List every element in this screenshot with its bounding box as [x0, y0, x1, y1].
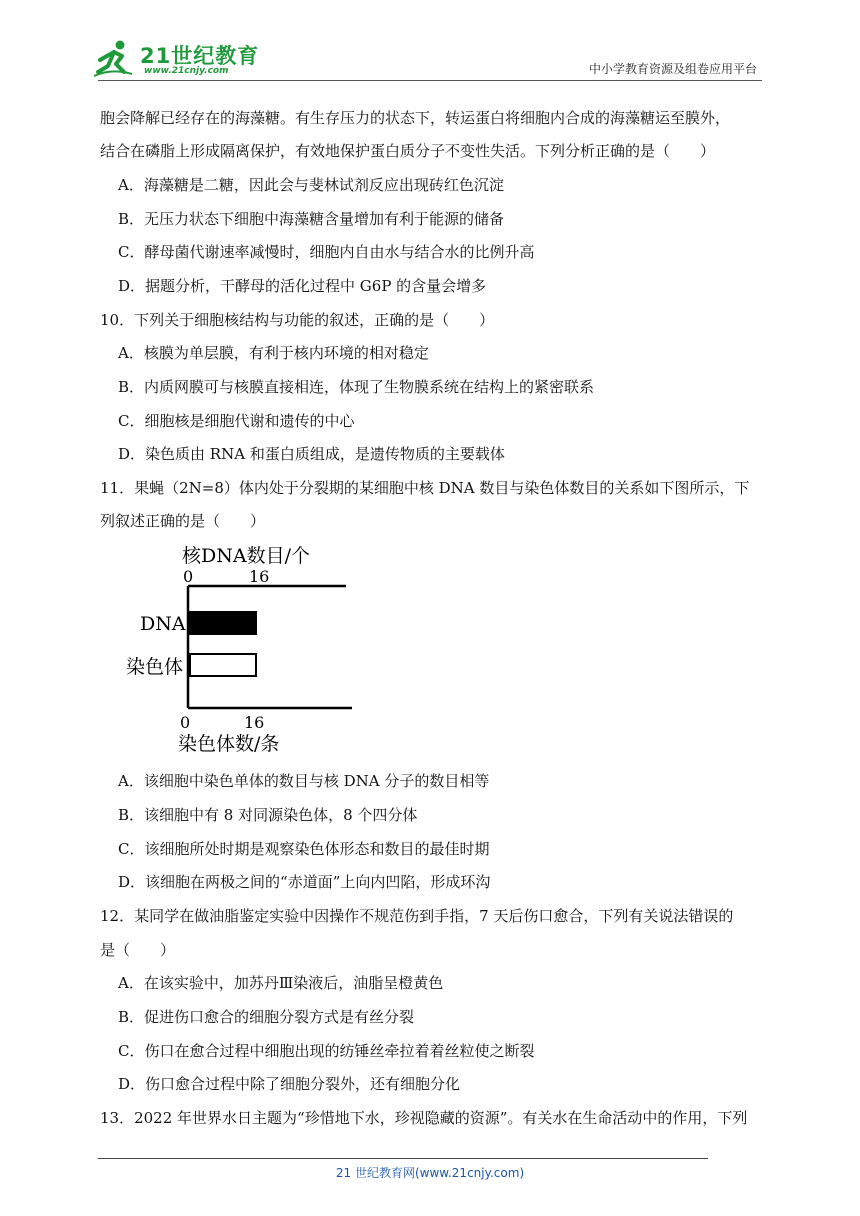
q12-text-line-1: 12．某同学在做油脂鉴定实验中因操作不规范伤到手指，7 天后伤口愈合，下列有关说法错误的	[100, 907, 734, 925]
footer-divider	[98, 1158, 708, 1159]
q12-option-a: A．在该实验中，加苏丹Ⅲ染液后，油脂呈橙黄色	[118, 974, 444, 992]
header-divider	[98, 80, 762, 81]
site-logo[interactable]	[92, 38, 262, 80]
q9-option-c: C．酵母菌代谢速率减慢时，细胞内自由水与结合水的比例升高	[118, 243, 535, 261]
q10-option-d: D．染色质由 RNA 和蛋白质组成，是遗传物质的主要载体	[118, 445, 505, 463]
q10-option-c: C．细胞核是细胞代谢和遗传的中心	[118, 412, 355, 430]
chart-bar-dna	[190, 612, 256, 634]
chart-top-tick-0: 0	[183, 567, 194, 586]
q12-text-line-2: 是（ ）	[100, 941, 176, 959]
q11-option-b: B．该细胞中有 8 对同源染色体，8 个四分体	[118, 806, 418, 824]
q9-option-b: B．无压力状态下细胞中海藻糖含量增加有利于能源的储备	[118, 210, 505, 228]
dna-chromosome-chart	[120, 540, 360, 760]
q11-text-line-1: 11．果蝇（2N=8）体内处于分裂期的某细胞中核 DNA 数目与染色体数目的关系如下图所示，下	[100, 479, 750, 497]
chart-bottom-tick-16: 16	[244, 713, 265, 732]
chart-svg	[120, 540, 360, 760]
running-figure-icon	[92, 38, 134, 80]
q11-text-line-2: 列叙述正确的是（ ）	[100, 512, 266, 530]
chart-bottom-axis-label: 染色体数/条	[178, 733, 280, 755]
q9-option-a: A．海藻糖是二糖，因此会与斐林试剂反应出现砖红色沉淀	[118, 176, 504, 194]
page-header	[0, 0, 860, 90]
logo-url: www.21cnjy.com	[144, 66, 229, 76]
q10-option-b: B．内质网膜可与核膜直接相连，体现了生物膜系统在结构上的紧密联系	[118, 378, 595, 396]
logo-text: 21世纪教育	[140, 44, 260, 68]
chart-top-tick-16: 16	[249, 567, 270, 586]
chart-category-chromosome: 染色体	[126, 656, 184, 678]
q9-text-line-2: 结合在磷脂上形成隔离保护，有效地保护蛋白质分子不变性失活。下列分析正确的是（ ）	[100, 142, 716, 160]
q11-option-d: D．该细胞在两极之间的“赤道面”上向内凹陷，形成环沟	[118, 873, 491, 891]
q10-option-a: A．核膜为单层膜，有利于核内环境的相对稳定	[118, 344, 429, 362]
q11-option-c: C．该细胞所处时期是观察染色体形态和数目的最佳时期	[118, 840, 490, 858]
q9-option-d: D．据题分析，干酵母的活化过程中 G6P 的含量会增多	[118, 277, 487, 295]
q12-option-c: C．伤口在愈合过程中细胞出现的纺锤丝牵拉着着丝粒使之断裂	[118, 1042, 535, 1060]
q9-text-line-1: 胞会降解已经存在的海藻糖。有生存压力的状态下，转运蛋白将细胞内合成的海藻糖运至膜外，	[100, 109, 731, 127]
chart-bottom-tick-0: 0	[180, 713, 191, 732]
q13-text-line-1: 13．2022 年世界水日主题为“珍惜地下水，珍视隐藏的资源”。有关水在生命活动中的作用，下列	[100, 1109, 748, 1127]
chart-top-axis-label: 核DNA数目/个	[182, 545, 310, 567]
q10-stem: 10．下列关于细胞核结构与功能的叙述，正确的是（ ）	[100, 311, 495, 329]
q12-option-d: D．伤口愈合过程中除了细胞分裂外，还有细胞分化	[118, 1075, 461, 1093]
chart-category-dna: DNA	[140, 613, 186, 635]
chart-bar-chromosome	[190, 654, 256, 676]
q11-option-a: A．该细胞中染色单体的数目与核 DNA 分子的数目相等	[118, 772, 490, 790]
footer-link[interactable]: 21 世纪教育网(www.21cnjy.com)	[335, 1166, 525, 1180]
platform-title: 中小学教育资源及组卷应用平台	[588, 62, 757, 76]
q12-option-b: B．促进伤口愈合的细胞分裂方式是有丝分裂	[118, 1008, 415, 1026]
